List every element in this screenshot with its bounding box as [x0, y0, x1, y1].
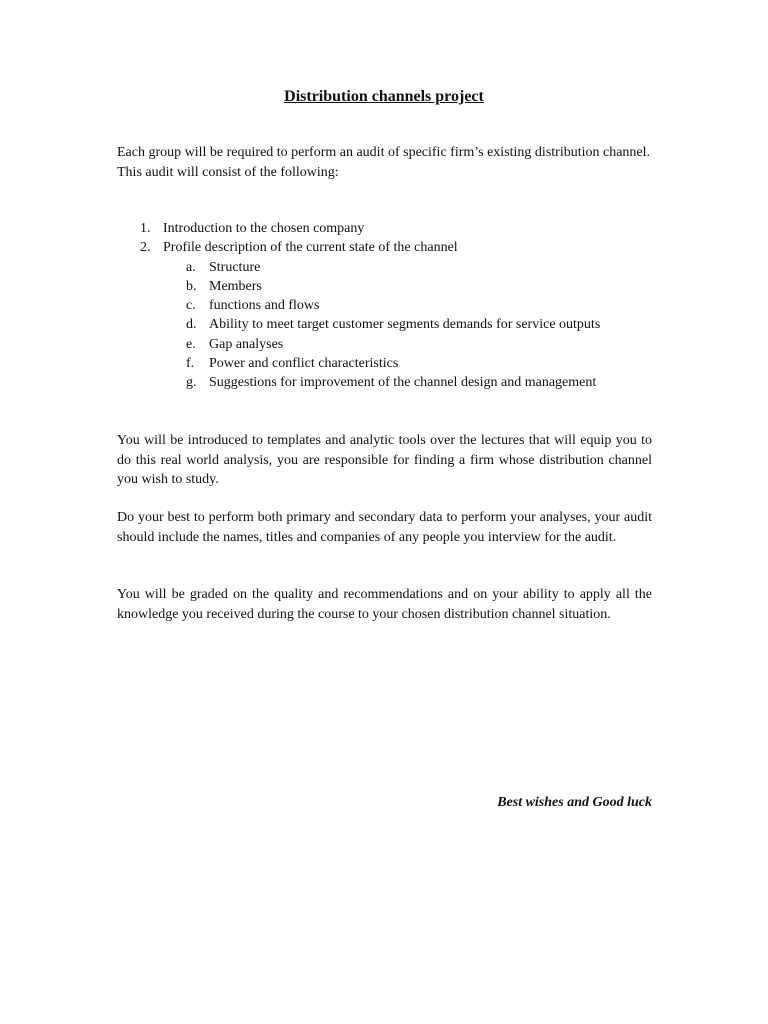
list-item-text: Profile description of the current state of the channel: [163, 240, 458, 256]
list-item-text: Introduction to the chosen company: [163, 221, 365, 236]
sub-item-letter: f.: [186, 356, 195, 372]
sub-item-f: [117, 354, 677, 373]
audit-items-list: [117, 219, 677, 393]
sub-item-letter: d.: [186, 317, 197, 333]
sub-item-e: [117, 335, 677, 354]
tools-paragraph: You will be introduced to templates and analytic tools over the lectures that will equip you to do this real world analysis, you are responsible for finding a firm whose distribution channel you wish to study.: [117, 433, 652, 487]
sub-item-letter: c.: [186, 298, 196, 314]
sub-item-b: [117, 277, 677, 296]
data-paragraph: Do your best to perform both primary and secondary data to perform your analyses, your audit should include the names, titles and companies of any people you interview for the audit.: [117, 510, 652, 545]
grading-paragraph: You will be graded on the quality and recommendations and on your ability to apply all the knowledge you received during the course to your chosen distribution channel situation.: [117, 587, 652, 622]
sub-item-letter: b.: [186, 278, 197, 294]
sub-item-a: [117, 258, 677, 277]
sub-item-text: Power and conflict characteristics: [209, 356, 399, 372]
closing-signoff: Best wishes and Good luck: [497, 795, 652, 810]
sub-item-text: Gap analyses: [209, 336, 284, 352]
list-item-number: 2.: [140, 240, 151, 256]
list-item-2: [117, 238, 677, 257]
sub-item-letter: a.: [186, 259, 196, 275]
sub-item-text: Structure: [209, 259, 261, 275]
sub-item-text: Members: [209, 278, 262, 294]
sub-item-text: Suggestions for improvement of the channel design and management: [209, 375, 597, 391]
sub-item-letter: e.: [186, 336, 196, 352]
intro-paragraph: Each group will be required to perform an audit of specific firm’s existing distribution channel. This audit will consist of the following:: [117, 145, 651, 180]
sub-item-d: [117, 315, 677, 334]
document-title: Distribution channels project: [284, 88, 484, 105]
sub-item-text: functions and flows: [209, 298, 320, 314]
sub-item-text: Ability to meet target customer segments demands for service outputs: [209, 317, 601, 333]
list-item-1: [117, 219, 677, 238]
list-item-number: 1.: [140, 221, 151, 236]
sub-item-c: [117, 296, 677, 315]
sub-item-g: [117, 373, 677, 392]
sub-item-letter: g.: [186, 375, 197, 391]
